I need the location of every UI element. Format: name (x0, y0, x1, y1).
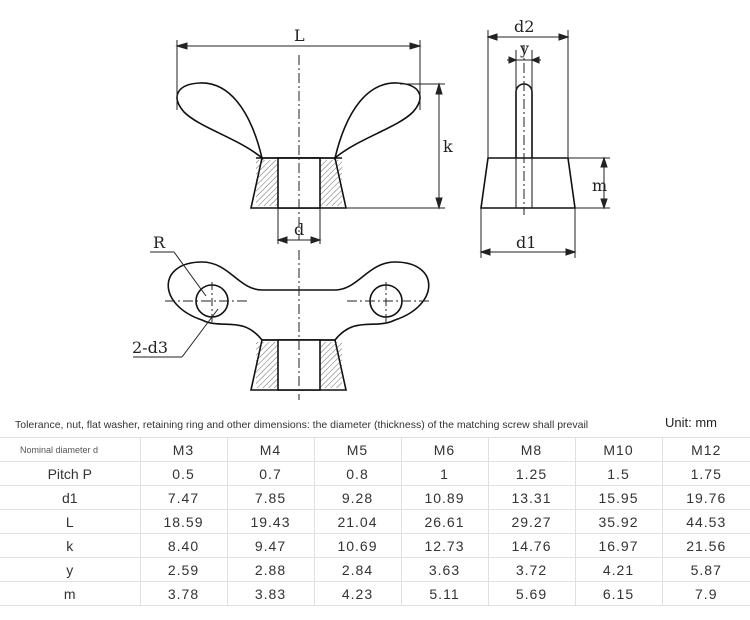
table-cell: 2.59 (140, 558, 227, 582)
table-cell: 2.88 (227, 558, 314, 582)
left-wing-outline (177, 83, 262, 158)
label-L: L (294, 26, 305, 45)
table-cell: 7.85 (227, 486, 314, 510)
header-size: M5 (314, 438, 401, 462)
table-cell: 0.5 (140, 462, 227, 486)
table-cell: 2.84 (314, 558, 401, 582)
row-label: k (0, 534, 140, 558)
table-cell: 12.73 (401, 534, 488, 558)
label-k: k (443, 137, 453, 156)
table-cell: 29.27 (488, 510, 575, 534)
label-2-d3: 2-d3 (132, 338, 169, 357)
header-size: M6 (401, 438, 488, 462)
side-view (481, 84, 575, 208)
label-y: y (520, 39, 530, 58)
table-cell: 35.92 (575, 510, 662, 534)
table-cell: 4.23 (314, 582, 401, 606)
table-row (0, 486, 750, 510)
table-header-row (0, 438, 750, 462)
table-cell: 19.43 (227, 510, 314, 534)
table-cell: 44.53 (662, 510, 750, 534)
table-cell: 1.25 (488, 462, 575, 486)
table-cell: 5.69 (488, 582, 575, 606)
header-nominal-diameter: Nominal diameter d (0, 438, 140, 462)
table-cell: 19.76 (662, 486, 750, 510)
label-m: m (592, 176, 608, 195)
table-cell: 21.56 (662, 534, 750, 558)
table-cell: 3.83 (227, 582, 314, 606)
table-cell: 5.11 (401, 582, 488, 606)
label-d1: d1 (516, 233, 537, 252)
row-label: m (0, 582, 140, 606)
table-cell: 3.78 (140, 582, 227, 606)
dimension-table (0, 437, 750, 606)
side-view-dimensions (481, 30, 610, 258)
table-cell: 9.28 (314, 486, 401, 510)
table-cell: 1 (401, 462, 488, 486)
table-cell: 0.8 (314, 462, 401, 486)
table-cell: 9.47 (227, 534, 314, 558)
tolerance-note: Tolerance, nut, flat washer, retaining ring and other dimensions: the diameter (thickness) of the matching screw shall prevail (15, 419, 589, 431)
table-cell: 1.5 (575, 462, 662, 486)
table-row (0, 534, 750, 558)
table-cell: 3.72 (488, 558, 575, 582)
header-size: M10 (575, 438, 662, 462)
unit-label: Unit: mm (665, 415, 717, 430)
header-size: M12 (662, 438, 750, 462)
right-wing-outline (335, 83, 420, 158)
label-R: R (153, 233, 166, 252)
front-view-dimensions (177, 40, 445, 244)
header-size: M8 (488, 438, 575, 462)
table-cell: 21.04 (314, 510, 401, 534)
side-body (481, 158, 575, 208)
table-row (0, 582, 750, 606)
left-hatch (256, 160, 278, 206)
table-cell: 10.69 (314, 534, 401, 558)
row-label: d1 (0, 486, 140, 510)
table-cell: 13.31 (488, 486, 575, 510)
table-cell: 7.47 (140, 486, 227, 510)
header-size: M3 (140, 438, 227, 462)
table-cell: 8.40 (140, 534, 227, 558)
table-row (0, 510, 750, 534)
label-d2: d2 (514, 17, 535, 36)
table-cell: 16.97 (575, 534, 662, 558)
table-cell: 4.21 (575, 558, 662, 582)
table-cell: 7.9 (662, 582, 750, 606)
table-row (0, 558, 750, 582)
label-d: d (294, 220, 305, 239)
table-cell: 15.95 (575, 486, 662, 510)
row-label: L (0, 510, 140, 534)
row-label: Pitch P (0, 462, 140, 486)
table-cell: 3.63 (401, 558, 488, 582)
table-cell: 10.89 (401, 486, 488, 510)
table-cell: 14.76 (488, 534, 575, 558)
table-cell: 0.7 (227, 462, 314, 486)
table-cell: 1.75 (662, 462, 750, 486)
header-size: M4 (227, 438, 314, 462)
row-label: y (0, 558, 140, 582)
table-row (0, 462, 750, 486)
table-cell: 26.61 (401, 510, 488, 534)
table-cell: 5.87 (662, 558, 750, 582)
right-hatch (320, 160, 342, 206)
table-cell: 6.15 (575, 582, 662, 606)
table-cell: 18.59 (140, 510, 227, 534)
